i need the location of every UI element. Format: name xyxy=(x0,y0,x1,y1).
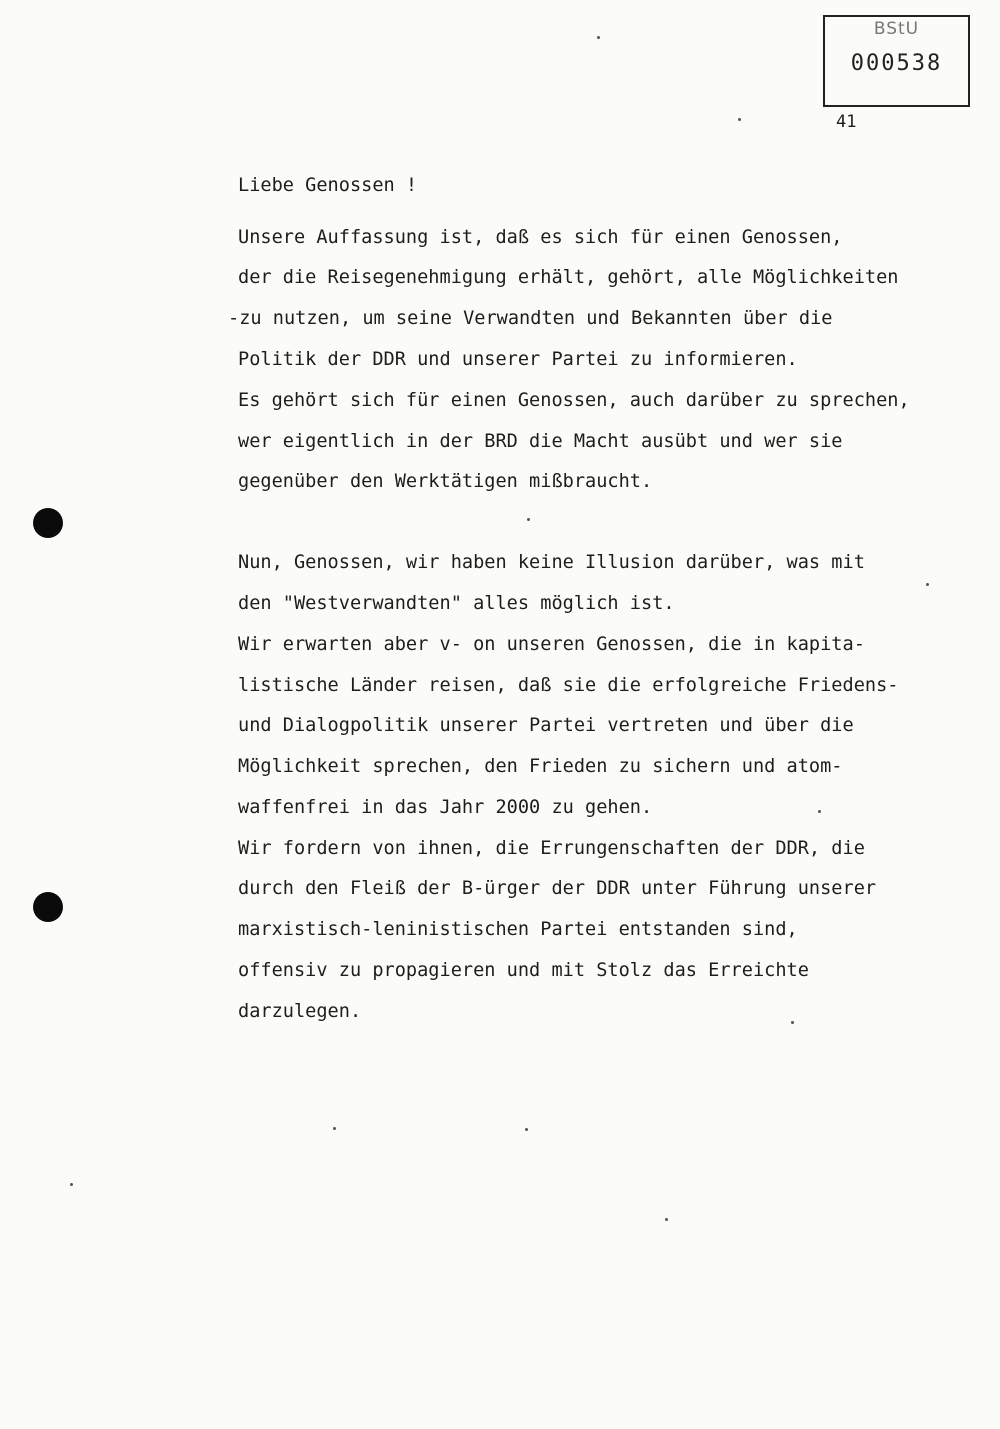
scan-speck xyxy=(597,36,600,39)
page-number: 41 xyxy=(836,112,857,132)
punch-hole xyxy=(33,892,63,922)
paragraph2-line: darzulegen. xyxy=(238,1001,362,1022)
paragraph2-line: durch den Fleiß der B-ürger der DDR unter Führung unserer xyxy=(238,878,877,899)
scan-speck xyxy=(527,518,530,521)
stamp-number: 000538 xyxy=(850,51,943,76)
paragraph1-line: gegenüber den Werktätigen mißbraucht. xyxy=(238,471,653,492)
scan-speck xyxy=(333,1127,336,1130)
scan-speck xyxy=(665,1218,668,1221)
scan-speck xyxy=(926,583,929,586)
paragraph2-line: offensiv zu propagieren und mit Stolz das Erreichte xyxy=(238,960,809,981)
paragraph1-line: Es gehört sich für einen Genossen, auch darüber zu sprechen, xyxy=(238,390,910,411)
paragraph2-line: Wir fordern von ihnen, die Errungenschaften der DDR, die xyxy=(238,838,865,859)
archive-stamp xyxy=(823,15,970,107)
scan-speck xyxy=(818,810,821,813)
paragraph2-line: marxistisch-leninistischen Partei entstanden sind, xyxy=(238,919,798,940)
paragraph2-line: Nun, Genossen, wir haben keine Illusion darüber, was mit xyxy=(238,552,865,573)
paragraph2-line: Möglichkeit sprechen, den Frieden zu sichern und atom- xyxy=(238,756,843,777)
paragraph2-line: listische Länder reisen, daß sie die erfolgreiche Friedens- xyxy=(238,675,899,696)
paragraph2-line: waffenfrei in das Jahr 2000 zu gehen. xyxy=(238,797,653,818)
salutation: Liebe Genossen ! xyxy=(238,175,418,196)
paragraph1-line: der die Reisegenehmigung erhält, gehört, alle Möglichkeiten xyxy=(238,267,899,288)
paragraph1-line: -zu nutzen, um seine Verwandten und Bekannten über die xyxy=(228,308,833,329)
paragraph2-line: den "Westverwandten" alles möglich ist. xyxy=(238,593,675,614)
scan-speck xyxy=(70,1183,73,1186)
paragraph2-line: Wir erwarten aber v- on unseren Genossen, die in kapita- xyxy=(238,634,865,655)
paragraph1-line: Politik der DDR und unserer Partei zu informieren. xyxy=(238,349,798,370)
scan-speck xyxy=(525,1128,528,1131)
stamp-agency: BStU xyxy=(873,19,920,39)
paragraph2-line: und Dialogpolitik unserer Partei vertreten und über die xyxy=(238,715,854,736)
scan-speck xyxy=(791,1021,794,1024)
punch-hole xyxy=(33,508,63,538)
paragraph1-line: wer eigentlich in der BRD die Macht ausübt und wer sie xyxy=(238,431,843,452)
scan-speck xyxy=(738,118,741,121)
paragraph1-line: Unsere Auffassung ist, daß es sich für einen Genossen, xyxy=(238,227,843,248)
